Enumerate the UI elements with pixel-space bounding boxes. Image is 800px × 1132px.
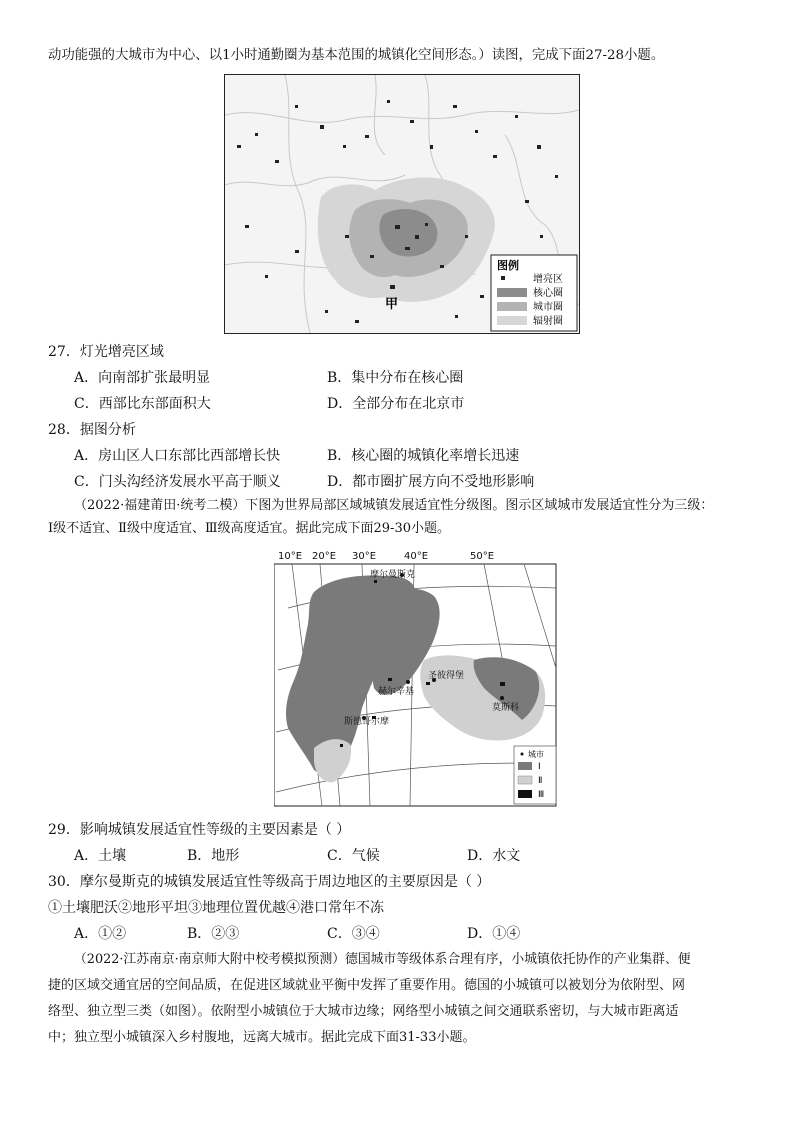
question-29-stem: 29．影响城镇发展适宜性等级的主要因素是（ ） (48, 822, 351, 838)
q30-option-b: B．②③ (187, 926, 240, 942)
city-helsinki: 赫尔辛基 (378, 687, 415, 697)
legend-swatch-level1 (518, 762, 532, 770)
lon-label-40e: 40°E (404, 551, 429, 562)
legend-swatch-core (497, 288, 527, 297)
legend-swatch-level3 (518, 790, 532, 798)
q27-option-a: A．向南部扩张最明显 (74, 370, 211, 386)
legend-swatch-radiation (497, 316, 527, 325)
city-stockholm: 斯德哥尔摩 (344, 717, 390, 727)
passage-3-line-4: 中；独立型小城镇深入乡村腹地，远离大城市。据此完成下面31-33小题。 (48, 1030, 476, 1045)
lon-label-10e: 10°E (278, 551, 303, 562)
legend-level2-label: Ⅱ (538, 776, 543, 786)
passage-3-line-2: 捷的区域交通宜居的空间品质，在促进区域就业平衡中发挥了重要作用。德国的小城镇可以被划分为依附型、网 (48, 978, 686, 993)
passage-3-line-3: 络型、独立型三类（如图）。依附型小城镇位于大城市边缘；网络型小城镇之间交通联系密切，与大城市距离适 (48, 1004, 679, 1019)
lon-label-20e: 20°E (312, 551, 337, 562)
passage-2-line-2: Ⅰ级不适宜、Ⅱ级中度适宜、Ⅲ级高度适宜。据此完成下面29-30小题。 (48, 521, 450, 536)
q30-conditions: ①土壤肥沃②地形平坦③地理位置优越④港口常年不冻 (48, 900, 384, 916)
q29-option-d: D．水文 (467, 848, 521, 864)
q30-option-c: C．③④ (327, 926, 380, 942)
legend-label-city: 城市圈 (533, 302, 563, 313)
legend-label-increase: 增亮区 (533, 274, 563, 285)
city-st-petersburg: 圣彼得堡 (428, 671, 465, 681)
legend-title: 图例 (497, 259, 519, 272)
q28-option-a: A．房山区人口东部比西部增长快 (74, 448, 281, 464)
q29-option-a: A．土壤 (74, 848, 127, 864)
northern-europe-map (274, 548, 566, 808)
longitude-labels (278, 551, 494, 562)
passage-2-line-1: （2022·福建莆田·统考二模）下图为世界局部区域城镇发展适宜性分级图。图示区域城市发展适宜性分为三级： (74, 498, 714, 513)
legend-level3-label: Ⅲ (538, 790, 545, 800)
q30-option-a: A．①② (74, 926, 127, 942)
beijing-light-map (224, 74, 580, 334)
legend-label-radiation: 辐射圈 (533, 316, 563, 327)
city-murmansk: 摩尔曼斯克 (370, 570, 416, 580)
question-28-stem: 28．据图分析 (48, 422, 136, 438)
q27-option-d: D．全部分布在北京市 (327, 396, 465, 412)
question-27-stem: 27．灯光增亮区域 (48, 344, 164, 360)
legend-swatch-city (497, 302, 527, 311)
suitability-map-graphic (274, 548, 566, 808)
legend-label-core: 核心圈 (533, 288, 563, 299)
q29-option-b: B．地形 (187, 848, 240, 864)
q28-option-b: B．核心圈的城镇化率增长迅速 (327, 448, 520, 464)
suitability-legend (514, 746, 556, 804)
q28-option-c: C．门头沟经济发展水平高于顺义 (74, 474, 281, 490)
q27-option-b: B．集中分布在核心圈 (327, 370, 464, 386)
legend-swatch-increase (501, 276, 505, 280)
lon-label-50e: 50°E (470, 551, 495, 562)
intro-text: 动功能强的大城市为中心、以1小时通勤圈为基本范围的城镇化空间形态。）读图，完成下面27-28小题。 (48, 48, 665, 63)
legend-city-label: 城市 (528, 750, 544, 759)
question-30-stem: 30．摩尔曼斯克的城镇发展适宜性等级高于周边地区的主要原因是（ ） (48, 874, 491, 890)
map-graphic (225, 75, 579, 333)
city-moscow: 莫斯科 (492, 703, 520, 713)
legend-level1-label: Ⅰ (538, 762, 541, 772)
place-label-jia: 甲 (385, 297, 399, 312)
passage-3-line-1: （2022·江苏南京·南京师大附中校考模拟预测）德国城市等级体系合理有序，小城镇依托协作的产业集群、便 (74, 952, 691, 967)
legend-swatch-level2 (518, 776, 532, 784)
q27-option-c: C．西部比东部面积大 (74, 396, 211, 412)
map-legend (491, 255, 577, 331)
q28-option-d: D．都市圈扩展方向不受地形影响 (327, 474, 535, 490)
q30-option-d: D．①④ (467, 926, 521, 942)
q29-option-c: C．气候 (327, 848, 380, 864)
lon-label-30e: 30°E (352, 551, 377, 562)
